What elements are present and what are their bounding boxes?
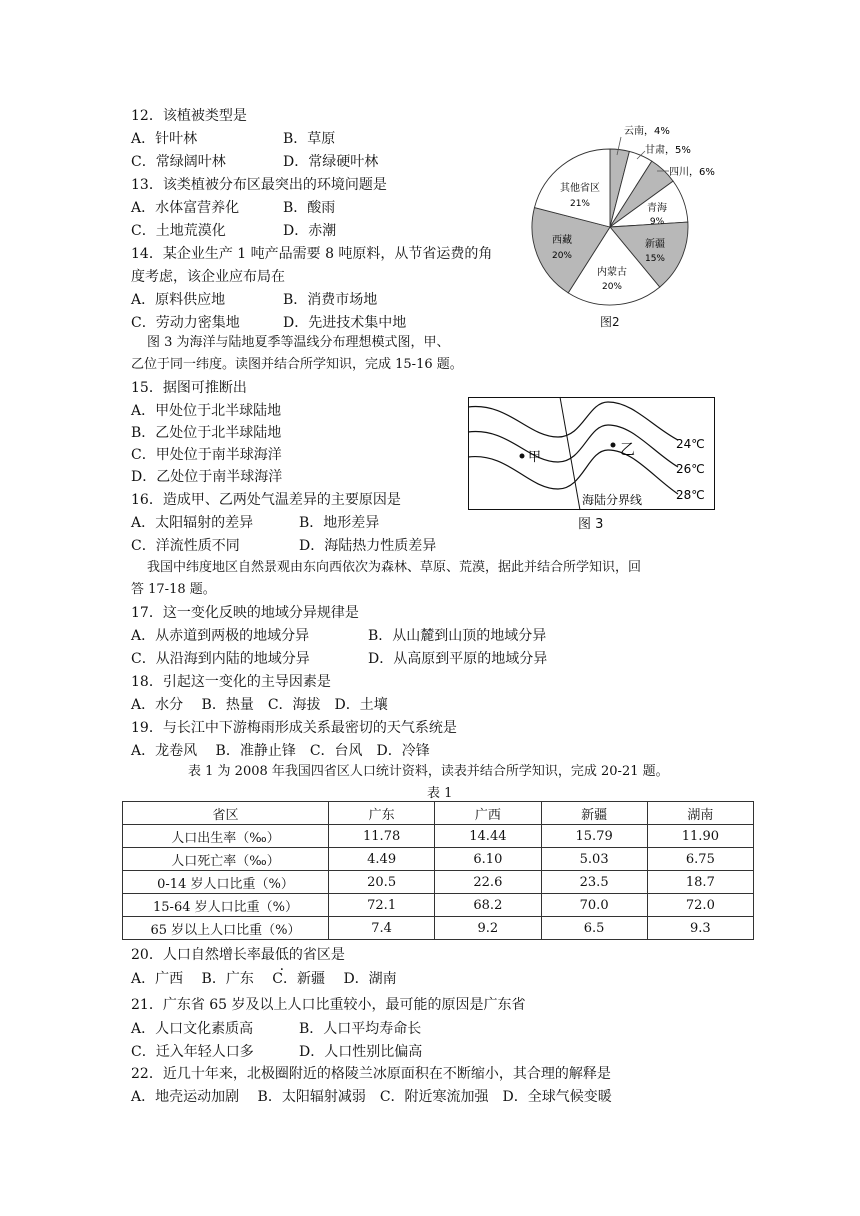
q20-stem-emphasis: 低 — [274, 947, 289, 963]
table-cell: 0-14 岁人口比重（%） — [123, 871, 329, 894]
q16-option-b: B．地形差异 — [299, 515, 380, 531]
label-24c: 24℃ — [676, 437, 705, 451]
intro-17-18-line1: 我国中纬度地区自然景观由东向西依次为森林、草原、荒漠，据此并结合所学知识，回 — [147, 560, 642, 575]
table-cell: 15-64 岁人口比重（%） — [123, 894, 329, 917]
pie-label-other: 其他省区 — [560, 183, 600, 194]
q14-option-b: B．消费市场地 — [283, 292, 378, 308]
q19-stem: 19．与长江中下游梅雨形成关系最密切的天气系统是 — [131, 720, 457, 736]
table-cell: 68.2 — [435, 894, 541, 917]
q19-options: A．龙卷风 B．准静止锋 C．台风 D．冷锋 — [131, 743, 430, 759]
table-cell: 6.75 — [647, 848, 753, 871]
q15-option-d: D．乙处位于南半球海洋 — [131, 469, 283, 485]
table-header-row — [123, 802, 754, 825]
intro-15-16-line1: 图 3 为海洋与陆地夏季等温线分布理想模式图，甲、 — [147, 335, 450, 350]
q14-option-c: C．劳动力密集地 — [131, 315, 240, 331]
table-cell: 7.4 — [329, 917, 435, 940]
q13-option-d: D．赤潮 — [283, 223, 337, 239]
table-row — [123, 848, 754, 871]
q13-option-a: A．水体富营养化 — [131, 200, 240, 216]
intro-20-21: 表 1 为 2008 年我国四省区人口统计资料，读表并结合所学知识，完成 20-21 题。 — [188, 764, 669, 779]
q20-options: A．广西 B．广东 C．新疆 D．湖南 — [131, 971, 397, 987]
q13-option-b: B．酸雨 — [283, 200, 336, 216]
q18-options: A．水分 B．热量 C．海拔 D．土壤 — [131, 697, 388, 713]
pie-label-sichuan: 四川，6% — [669, 167, 715, 178]
intro-17-18-line2: 答 17-18 题。 — [131, 582, 216, 597]
q20-stem — [131, 944, 345, 966]
figure3-isotherm-diagram — [468, 397, 715, 511]
point-yi — [611, 443, 616, 448]
table-row — [123, 825, 754, 848]
table-cell: 9.2 — [435, 917, 541, 940]
q21-option-a: A．人口文化素质高 — [131, 1021, 254, 1037]
figure3-caption: 图 3 — [578, 517, 604, 532]
q22-stem: 22．近几十年来，北极圈附近的格陵兰冰原面积在不断缩小，其合理的解释是 — [131, 1066, 611, 1082]
table-header-cell: 新疆 — [541, 802, 647, 825]
q17-option-b: B．从山麓到山顶的地域分异 — [368, 628, 547, 644]
q15-stem: 15．据图可推断出 — [131, 380, 247, 396]
q22-options: A．地壳运动加剧 B．太阳辐射减弱 C．附近寒流加强 D．全球气候变暖 — [131, 1089, 612, 1105]
table-cell: 18.7 — [647, 871, 753, 894]
q16-option-a: A．太阳辐射的差异 — [131, 515, 254, 531]
point-jia — [520, 454, 525, 459]
figure2-caption-text: 图2 — [600, 315, 620, 329]
table-header-cell: 湖南 — [647, 802, 753, 825]
q12-option-d: D．常绿硬叶林 — [283, 154, 379, 170]
q16-option-c: C．洋流性质不同 — [131, 538, 240, 554]
table-cell: 9.3 — [647, 917, 753, 940]
q15-option-c: C．甲处位于南半球海洋 — [131, 447, 282, 463]
q14-stem-line1: 14．某企业生产 1 吨产品需要 8 吨原料，从节省运费的角 — [131, 246, 493, 262]
label-jia: 甲 — [528, 450, 542, 465]
q20-stem-a: 20．人口自然增长率最 — [131, 947, 275, 963]
q15-option-b: B．乙处位于北半球陆地 — [131, 425, 282, 441]
table-cell: 65 岁以上人口比重（%） — [123, 917, 329, 940]
pie-label-neimenggu: 内蒙古 — [597, 267, 627, 278]
q14-option-d: D．先进技术集中地 — [283, 315, 407, 331]
table-cell: 72.1 — [329, 894, 435, 917]
q12-option-a: A．针叶林 — [131, 131, 198, 147]
table-header-cell: 省区 — [123, 802, 329, 825]
table-cell: 15.79 — [541, 825, 647, 848]
table-row — [123, 917, 754, 940]
table-cell: 6.5 — [541, 917, 647, 940]
table-cell: 70.0 — [541, 894, 647, 917]
q21-option-b: B．人口平均寿命长 — [299, 1021, 422, 1037]
q12-option-b: B．草原 — [283, 131, 336, 147]
table-cell: 14.44 — [435, 825, 541, 848]
q17-stem: 17．这一变化反映的地域分异规律是 — [131, 605, 359, 621]
q17-option-a: A．从赤道到两极的地域分异 — [131, 628, 310, 644]
pie-label-qinghai: 青海 — [647, 203, 667, 214]
q18-stem: 18．引起这一变化的主导因素是 — [131, 674, 331, 690]
table-cell: 11.78 — [329, 825, 435, 848]
q14-option-a: A．原料供应地 — [131, 292, 226, 308]
label-coastline: 海陆分界线 — [582, 493, 643, 507]
pie-label-other-pct: 21% — [569, 199, 591, 209]
intro-15-16-line2: 乙位于同一纬度。读图并结合所学知识，完成 15-16 题。 — [131, 357, 463, 372]
table-cell: 人口出生率（‰） — [123, 825, 329, 848]
q17-option-d: D．从高原到平原的地域分异 — [368, 651, 548, 667]
label-26c: 26℃ — [676, 462, 705, 476]
table-cell: 4.49 — [329, 848, 435, 871]
table1-caption: 表 1 — [427, 786, 453, 801]
q13-option-c: C．土地荒漠化 — [131, 223, 226, 239]
table-cell: 22.6 — [435, 871, 541, 894]
pie-label-xinjiang: 新疆 — [645, 239, 665, 250]
q13-stem: 13．该类植被分布区最突出的环境问题是 — [131, 177, 387, 193]
pie-label-gansu: 甘肃，5% — [645, 145, 691, 156]
q12-option-c: C．常绿阔叶林 — [131, 154, 226, 170]
table-cell: 6.10 — [435, 848, 541, 871]
table-cell: 72.0 — [647, 894, 753, 917]
pie-label-qinghai-pct: 9% — [649, 217, 665, 227]
table-cell: 5.03 — [541, 848, 647, 871]
table-header-cell: 广东 — [329, 802, 435, 825]
q20-stem-b: 的省区是 — [288, 947, 345, 963]
table-cell: 11.90 — [647, 825, 753, 848]
q12-stem: 12．该植被类型是 — [131, 108, 247, 124]
label-28c: 28℃ — [676, 488, 705, 502]
q21-option-c: C．迁入年轻人口多 — [131, 1044, 254, 1060]
table-header-cell: 广西 — [435, 802, 541, 825]
q16-stem: 16．造成甲、乙两处气温差异的主要原因是 — [131, 492, 401, 508]
q21-option-d: D．人口性别比偏高 — [299, 1044, 423, 1060]
pie-label-neimenggu-pct: 20% — [601, 282, 623, 292]
table-row — [123, 871, 754, 894]
pie-label-xizang-pct: 20% — [551, 251, 573, 261]
table-row — [123, 894, 754, 917]
q16-option-d: D．海陆热力性质差异 — [299, 538, 437, 554]
q14-stem-line2: 度考虑，该企业应布局在 — [131, 269, 285, 285]
population-table — [122, 801, 754, 940]
table-cell: 20.5 — [329, 871, 435, 894]
pie-label-xinjiang-pct: 15% — [644, 254, 666, 264]
table-cell: 人口死亡率（‰） — [123, 848, 329, 871]
label-yi: 乙 — [620, 440, 636, 458]
q21-stem: 21．广东省 65 岁及以上人口比重较小，最可能的原因是广东省 — [131, 997, 526, 1013]
figure2-pie-chart — [525, 115, 715, 315]
q17-option-c: C．从沿海到内陆的地域分异 — [131, 651, 310, 667]
table-cell: 23.5 — [541, 871, 647, 894]
pie-label-xizang: 西藏 — [552, 235, 572, 246]
pie-label-yunnan: 云南，4% — [624, 126, 670, 137]
q15-option-a: A．甲处位于北半球陆地 — [131, 403, 282, 419]
